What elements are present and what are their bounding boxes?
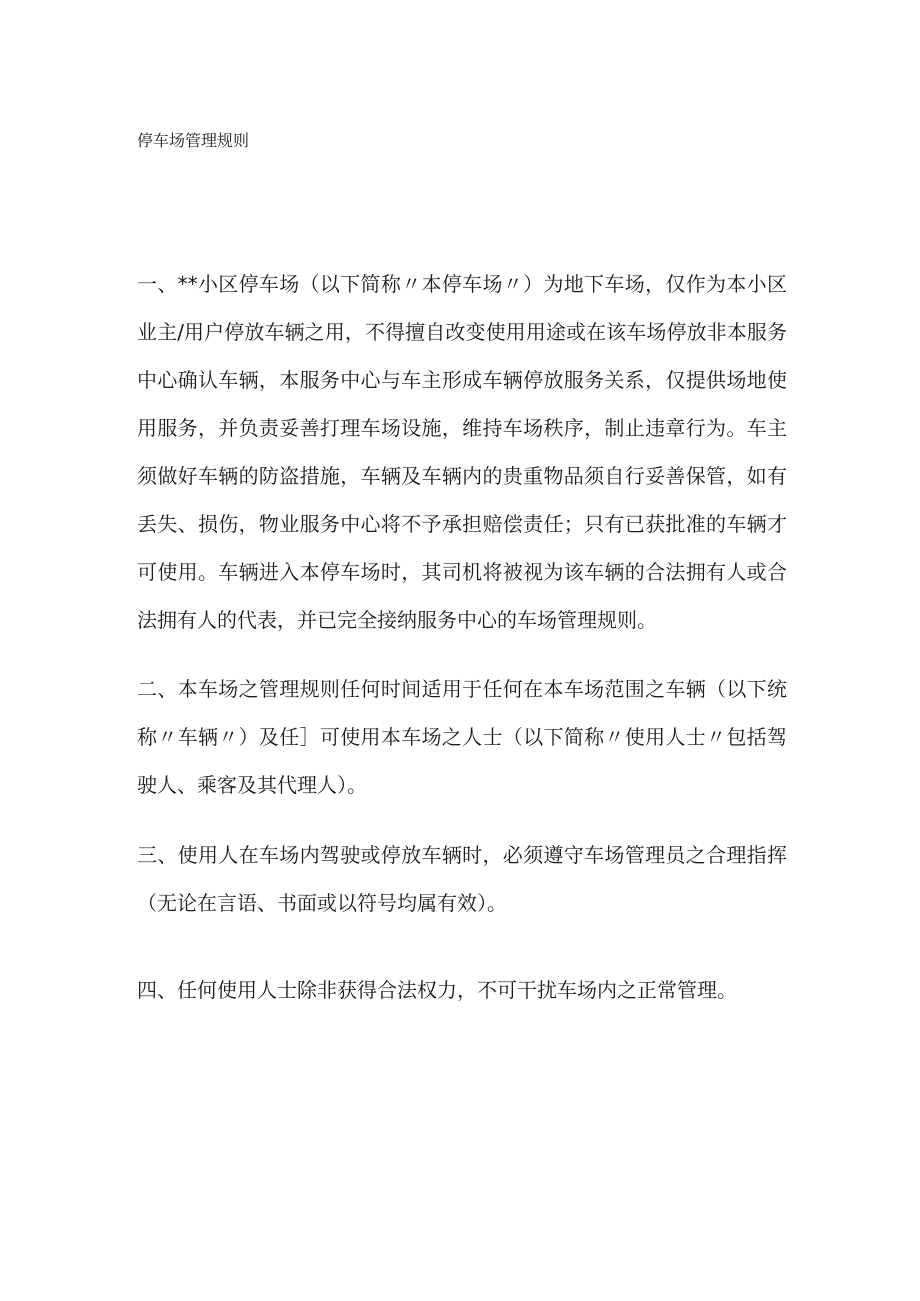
document-title: 停车场管理规则 bbox=[137, 131, 250, 150]
paragraph-4: 四、任何使用人士除非获得合法权力，不可干扰车场内之正常管理。 bbox=[137, 978, 737, 1002]
paragraph-3: 三、使用人在车场内驾驶或停放车辆时，必须遵守车场管理员之合理指挥（无论在言语、书面或以符号均属有效）。 bbox=[137, 843, 787, 915]
paragraph-2: 二、本车场之管理规则任何时间适用于任何在本车场范围之车辆（以下统称〃车辆〃）及任］可使用本车场之人士（以下简称〃使用人士〃包括驾驶人、乘客及其代理人）。 bbox=[137, 677, 787, 797]
paragraph-1: 一、**小区停车场（以下简称〃本停车场〃）为地下车场，仅作为本小区业主/用户停放车辆之用，不得擅自改变使用用途或在该车场停放非本服务中心确认车辆，本服务中心与车主形成车辆停放服务关系，仅提供场地使用服务，并负责妥善打理车场设施，维持车场秩序，制止违章行为。车主须做好车辆的防盗措施，车辆及车辆内的贵重物品须自行妥善保管，如有丢失、损伤，物业服务中心将不予承担赔偿责任；只有已获批准的车辆才可使用。车辆进入本停车场时，其司机将被视为该车辆的合法拥有人或合法拥有人的代表，并已完全接纳服务中心的车场管理规则。 bbox=[137, 272, 787, 632]
